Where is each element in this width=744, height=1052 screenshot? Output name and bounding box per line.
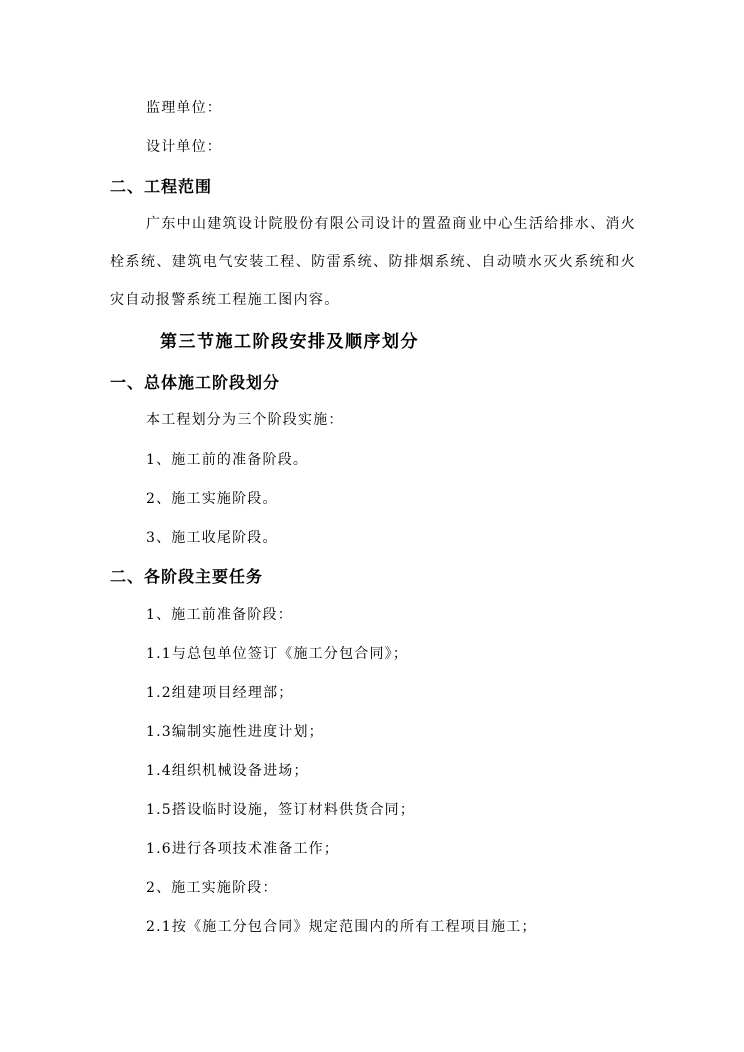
design-unit-label: 设计单位：	[146, 139, 222, 155]
list-item: 1.6进行各项技术准备工作；	[146, 841, 340, 857]
scope-paragraph: 广东中山建筑设计院股份有限公司设计的置盈商业中心生活给排水、消火栓系统、建筑电气安装工程、防雷系统、防排烟系统、自动喷水灭火系统和火灾自动报警系统工程施工图内容。	[110, 216, 636, 308]
overall-phases-heading: 一、总体施工阶段划分	[110, 373, 281, 392]
list-item: 2、施工实施阶段。	[146, 491, 278, 507]
list-item: 1.2组建项目经理部；	[146, 685, 294, 701]
supervision-unit-label: 监理单位：	[146, 100, 222, 116]
scope-heading: 二、工程范围	[110, 177, 213, 196]
phase-tasks-heading: 二、各阶段主要任务	[110, 567, 264, 586]
list-item: 1、施工前的准备阶段。	[146, 452, 309, 468]
list-item: 1.5搭设临时设施，签订材料供货合同；	[146, 802, 416, 818]
list-item: 1.3编制实施性进度计划；	[146, 724, 324, 740]
list-item: 1、施工前准备阶段：	[146, 607, 293, 623]
list-item: 3、施工收尾阶段。	[146, 530, 278, 546]
list-item: 1.4组织机械设备进场；	[146, 763, 309, 779]
section-three-title: 第三节施工阶段安排及顺序划分	[160, 332, 419, 352]
list-item: 2、施工实施阶段：	[146, 880, 278, 896]
list-item: 2.1按《施工分包合同》规定范围内的所有工程项目施工；	[146, 919, 537, 935]
overall-phases-intro: 本工程划分为三个阶段实施：	[146, 412, 344, 428]
list-item: 1.1与总包单位签订《施工分包合同》；	[146, 646, 409, 662]
